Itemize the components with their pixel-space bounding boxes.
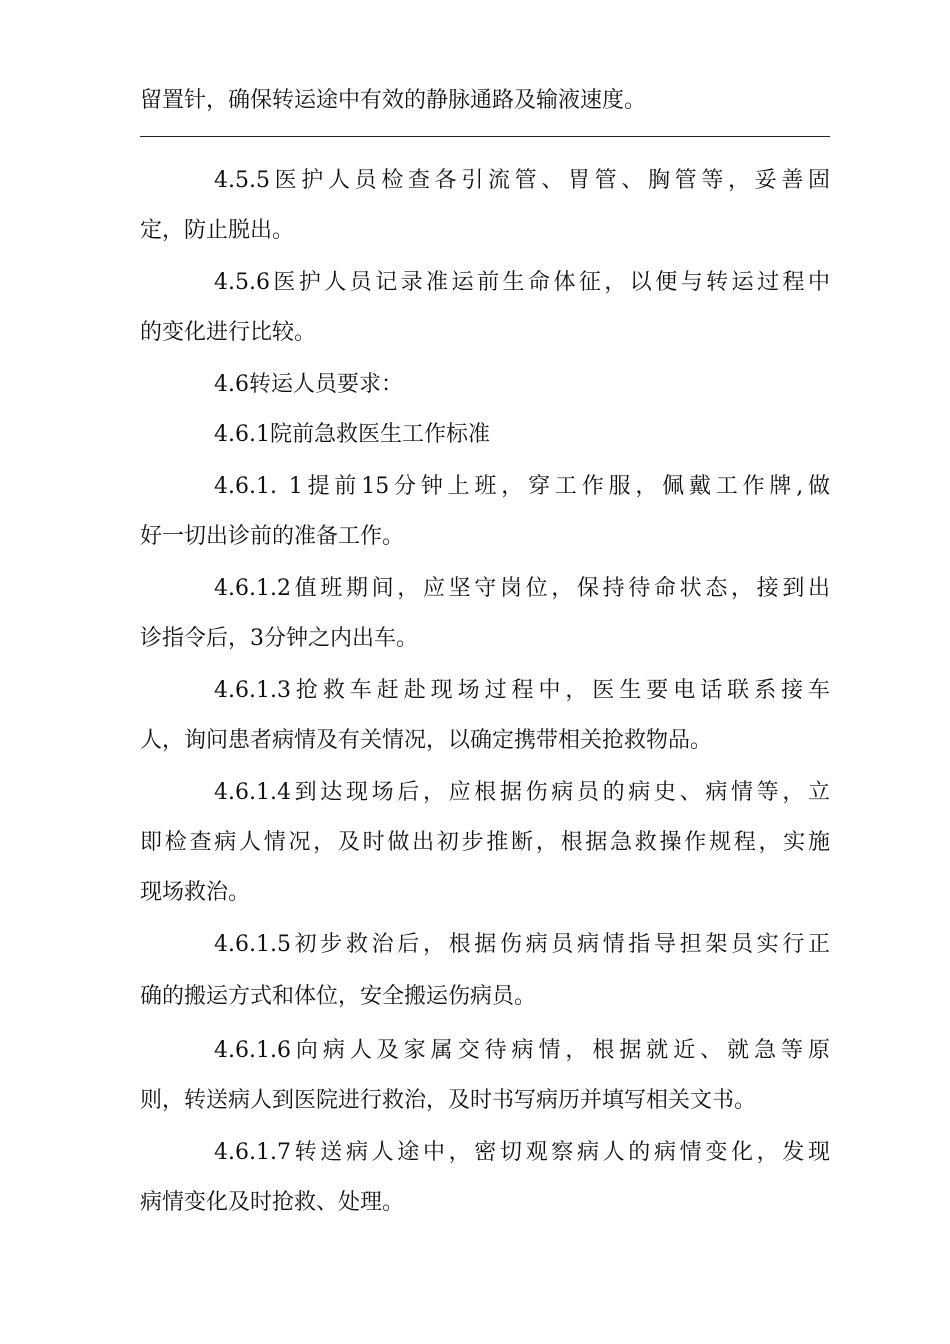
paragraph-4-5-6-line-2: 的变化进行比较。 xyxy=(140,320,317,345)
paragraph-4-6-1-6-line-1: 4.6.1.6向病人及家属交待病情，根据就近、就急等原 xyxy=(214,1038,830,1063)
paragraph-4-6-1-4-line-3: 现场救治。 xyxy=(140,880,251,905)
paragraph-4-6-1-1-line-2: 好一切出诊前的准备工作。 xyxy=(140,524,405,549)
paragraph-4-6-1-7-line-1: 4.6.1.7转送病人途中，密切观察病人的病情变化，发现 xyxy=(214,1140,830,1165)
paragraph-4-6-1-7-line-2: 病情变化及时抢救、处理。 xyxy=(140,1190,405,1215)
paragraph-4-6-1-1-line-1: 4.6.1. 1提前15分钟上班，穿工作服，佩戴工作牌,做 xyxy=(214,474,830,499)
paragraph-4-5-5-line-1: 4.5.5医护人员检查各引流管、胃管、胸管等，妥善固 xyxy=(214,168,830,193)
paragraph-4-6-1-5-line-1: 4.6.1.5初步救治后，根据伤病员病情指导担架员实行正 xyxy=(214,932,830,957)
paragraph-4-6-1-5-line-2: 确的搬运方式和体位，安全搬运伤病员。 xyxy=(140,984,537,1009)
header-rule xyxy=(140,136,830,137)
paragraph-4-5-5-line-2: 定，防止脱出。 xyxy=(140,218,295,243)
paragraph-4-6-1-4-line-1: 4.6.1.4到达现场后，应根据伤病员的病史、病情等，立 xyxy=(214,780,830,805)
paragraph-4-5-6-line-1: 4.5.6医护人员记录准运前生命体征，以便与转运过程中 xyxy=(214,270,830,295)
paragraph-4-6-1-3-line-1: 4.6.1.3抢救车赶赴现场过程中，医生要电话联系接车 xyxy=(214,678,830,703)
heading-4-6: 4.6转运人员要求： xyxy=(214,372,403,397)
header-continuation-line: 留置针，确保转运途中有效的静脉通路及输液速度。 xyxy=(140,88,647,113)
paragraph-4-6-1-2-line-1: 4.6.1.2值班期间，应坚守岗位，保持待命状态，接到出 xyxy=(214,576,830,601)
heading-4-6-1: 4.6.1院前急救医生工作标准 xyxy=(214,422,490,447)
paragraph-4-6-1-4-line-2: 即检查病人情况，及时做出初步推断，根据急救操作规程，实施 xyxy=(140,830,830,855)
paragraph-4-6-1-3-line-2: 人，询问患者病情及有关情况，以确定携带相关抢救物品。 xyxy=(140,728,713,753)
paragraph-4-6-1-2-line-2: 诊指令后，3分钟之内出车。 xyxy=(140,626,418,651)
paragraph-4-6-1-6-line-2: 则，转送病人到医院进行救治，及时书写病历并填写相关文书。 xyxy=(140,1088,757,1113)
